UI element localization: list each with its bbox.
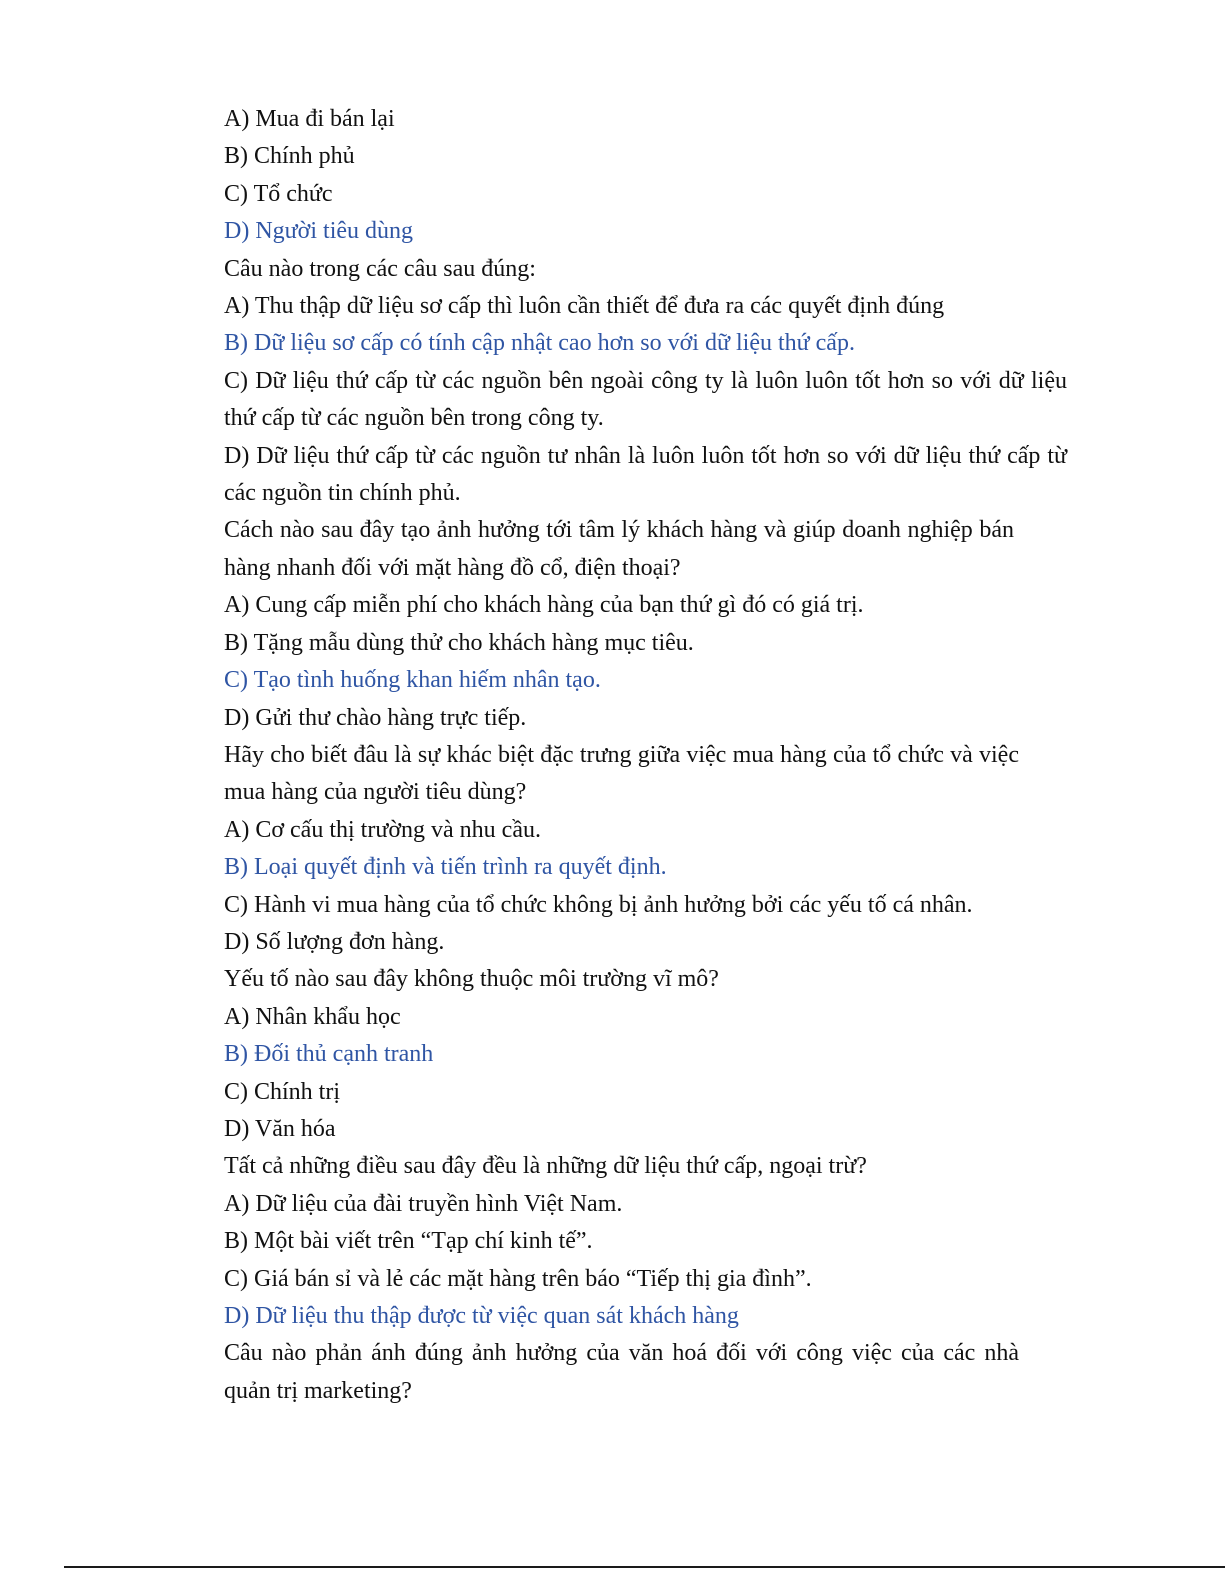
- option-a-thu-thap-du-lieu: A) Thu thập dữ liệu sơ cấp thì luôn cần thiết để đưa ra các quyết định đúng: [224, 293, 945, 320]
- option-b-tap-chi-kinh-te: B) Một bài viết trên “Tạp chí kinh tế”.: [224, 1228, 593, 1255]
- option-a-co-cau-thi-truong: A) Cơ cấu thị trường và nhu cầu.: [224, 816, 541, 843]
- option-d-so-luong-don-hang: D) Số lượng đơn hàng.: [224, 928, 445, 955]
- option-d-van-hoa: D) Văn hóa: [224, 1115, 336, 1142]
- question-moi-truong-vi-mo: Yếu tố nào sau đây không thuộc môi trường vĩ mô?: [224, 966, 719, 993]
- answer-b-loai-quyet-dinh: B) Loại quyết định và tiến trình ra quyết định.: [224, 854, 667, 881]
- answer-d-quan-sat-khach-hang: D) Dữ liệu thu thập được từ việc quan sát khách hàng: [224, 1303, 739, 1329]
- answer-d-nguoi-tieu-dung: D) Người tiêu dùng: [224, 218, 414, 245]
- option-a-cung-cap-mien-phi: A) Cung cấp miễn phí cho khách hàng của bạn thứ gì đó có giá trị.: [224, 592, 864, 619]
- option-c-to-chuc: C) Tổ chức: [224, 180, 333, 207]
- option-c-chinh-tri: C) Chính trị: [224, 1078, 341, 1105]
- option-a-dai-truyen-hinh: A) Dữ liệu của đài truyền hình Việt Nam.: [224, 1190, 623, 1217]
- answer-c-khan-hiem-nhan-tao: C) Tạo tình huống khan hiếm nhân tạo.: [224, 667, 601, 694]
- option-c-gia-ban-si-le: C) Giá bán sỉ và lẻ các mặt hàng trên báo “Tiếp thị gia đình”.: [224, 1265, 812, 1292]
- option-a-mua-di-ban-lai: A) Mua đi bán lại: [224, 106, 395, 132]
- question-tam-ly-khach-hang: Cách nào sau đây tạo ảnh hưởng tới tâm lý khách hàng và giúp doanh nghiệp bán hàng nhanh đối với mặt hàng đồ cổ, điện thoại?: [224, 517, 1014, 581]
- option-b-tang-mau-dung-thu: B) Tặng mẫu dùng thử cho khách hàng mục tiêu.: [224, 629, 694, 656]
- option-b-chinh-phu: B) Chính phủ: [224, 143, 355, 170]
- answer-b-doi-thu-canh-tranh: B) Đối thủ cạnh tranh: [224, 1041, 434, 1068]
- option-d-du-lieu-tu-nhan: D) Dữ liệu thứ cấp từ các nguồn tư nhân là luôn luôn tốt hơn so với dữ liệu thứ cấp từ các nguồn tin chính phủ.: [224, 442, 1067, 507]
- question-du-lieu-thu-cap: Tất cả những điều sau đây đều là những dữ liệu thứ cấp, ngoại trừ?: [224, 1153, 867, 1180]
- option-d-gui-thu-chao-hang: D) Gửi thư chào hàng trực tiếp.: [224, 704, 527, 731]
- option-a-nhan-khau-hoc: A) Nhân khẩu học: [224, 1003, 401, 1030]
- option-c-hanh-vi-mua-hang: C) Hành vi mua hàng của tổ chức không bị ảnh hưởng bởi các yếu tố cá nhân.: [224, 891, 973, 918]
- question-cau-nao-dung: Câu nào trong các câu sau đúng:: [224, 255, 536, 282]
- question-khac-biet-mua-hang: Hãy cho biết đâu là sự khác biệt đặc trưng giữa việc mua hàng của tổ chức và việc mua hàng của người tiêu dùng?: [224, 741, 1019, 806]
- page-bottom-rule: [64, 1566, 1225, 1568]
- option-c-du-lieu-ben-ngoai: C) Dữ liệu thứ cấp từ các nguồn bên ngoài công ty là luôn luôn tốt hơn so với dữ liệu thứ cấp từ các nguồn bên trong công ty.: [224, 367, 1067, 432]
- document-page: [224, 101, 1067, 1410]
- answer-b-du-lieu-so-cap: B) Dữ liệu sơ cấp có tính cập nhật cao hơn so với dữ liệu thứ cấp.: [224, 330, 855, 357]
- question-van-hoa-marketing: Câu nào phản ánh đúng ảnh hưởng của văn hoá đối với công việc của các nhà quản trị marketing?: [224, 1340, 1019, 1404]
